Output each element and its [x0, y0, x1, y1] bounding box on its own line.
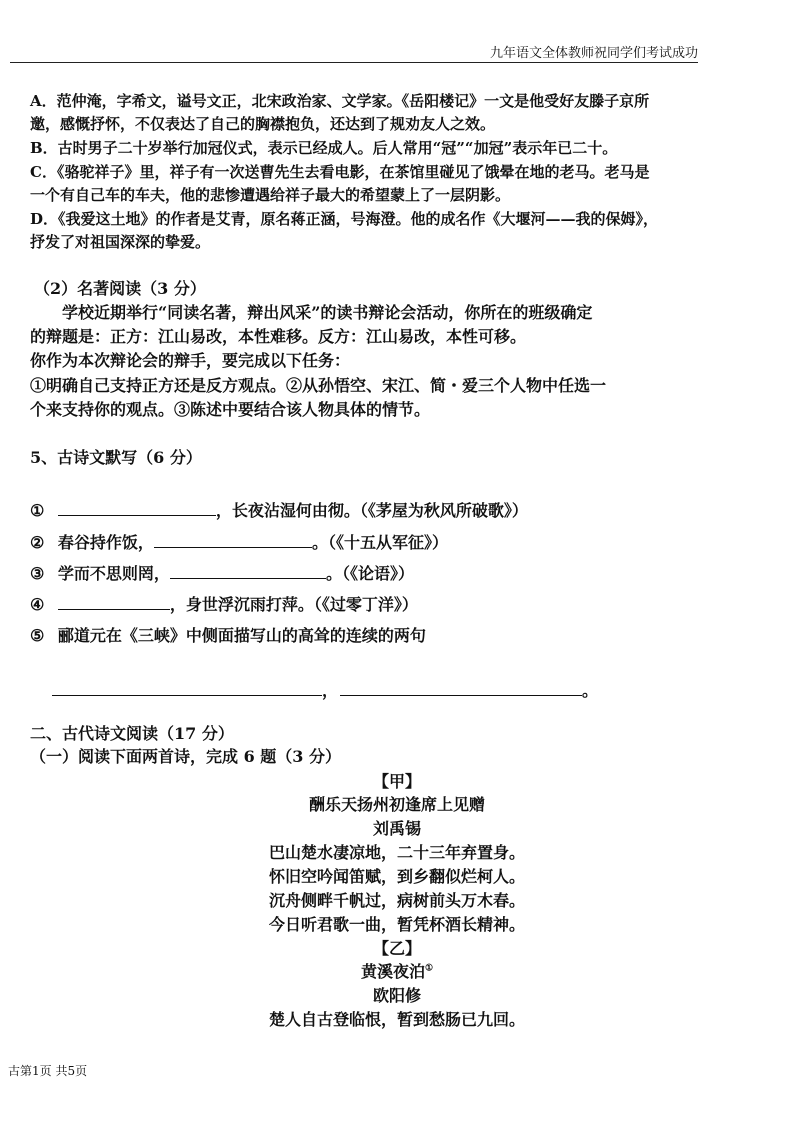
option-a-line-1: A．范仲淹，字希文，谥号文正，北宋政治家、文学家。《岳阳楼记》一文是他受好友滕子京所 [30, 92, 650, 110]
item-before: 春谷持作饭， [57, 533, 154, 552]
reading-line-4: ①明确自己支持正方还是反方观点。②从孙悟空、宋江、简・爱三个人物中任选一 [30, 376, 607, 395]
reading-title: （2）名著阅读（3 分） [34, 279, 206, 298]
period: 。 [582, 681, 599, 700]
reading-line-3: 你作为本次辩论会的辩手，要完成以下任务： [30, 351, 351, 370]
recite-item-3 [30, 561, 414, 584]
answer-blank-1[interactable] [58, 501, 216, 516]
reading-line-5: 个来支持你的观点。③陈述中要结合该人物具体的情节。 [30, 400, 431, 419]
item-after: ，长夜沾湿何由彻。（《茅屋为秋风所破歌》） [215, 501, 528, 520]
item-number: ⑤ [30, 626, 45, 645]
recite-item-4 [30, 592, 418, 615]
item-before: 学而不思则罔， [57, 564, 170, 583]
header-text: 九年语文全体教师祝同学们考试成功 [489, 46, 698, 61]
item-number: ② [30, 533, 45, 552]
item-after: 。（《论语》） [325, 564, 414, 583]
reading-line-2: 的辩题是：正方：江山易改，本性难移。反方：江山易改，本性可移。 [30, 327, 527, 346]
poem-a-line-1: 巴山楚水凄凉地，二十三年弃置身。 [268, 843, 525, 862]
poem-a-author: 刘禹锡 [372, 819, 421, 838]
answer-blank-5b[interactable] [340, 681, 582, 696]
comma: ， [322, 681, 339, 700]
poem-b-label: 【乙】 [372, 939, 421, 958]
page-header [10, 40, 698, 63]
option-a-line-2: 邀，感慨抒怀，不仅表达了自己的胸襟抱负，还达到了规劝友人之效。 [30, 115, 496, 133]
recite-item-2 [30, 530, 448, 553]
page-footer: 古第1页 共5页 [8, 1064, 88, 1078]
section2-subtitle: （一）阅读下面两首诗，完成 6 题（3 分） [30, 747, 341, 766]
section5-title: 5、古诗文默写（6 分） [30, 448, 202, 467]
poem-b-author: 欧阳修 [372, 986, 421, 1005]
item-after: ，身世浮沉雨打萍。（《过零丁洋》） [169, 595, 418, 614]
poem-a-line-4: 今日听君歌一曲，暂凭杯酒长精神。 [268, 915, 525, 934]
section2-title: 二、古代诗文阅读（17 分） [30, 724, 234, 743]
option-b-line-1: B．古时男子二十岁举行加冠仪式，表示已经成人。后人常用“冠”“加冠”表示年已二十。 [30, 139, 618, 157]
item-before: 郦道元在《三峡》中侧面描写山的高耸的连续的两句 [57, 626, 426, 645]
answer-blank-2[interactable] [154, 533, 312, 548]
answer-blank-4[interactable] [58, 595, 170, 610]
poem-b-line-1: 楚人自古登临恨，暂到愁肠已九回。 [268, 1010, 525, 1029]
answer-blank-3[interactable] [170, 564, 326, 579]
poem-a-label: 【甲】 [372, 772, 421, 791]
poem-b-title-wrap [0, 959, 794, 982]
option-d-line-2: 抒发了对祖国深深的挚爱。 [30, 233, 211, 251]
option-c-line-1: C．《骆驼祥子》里，祥子有一次送曹先生去看电影，在茶馆里碰见了饿晕在地的老马。老马是 [30, 163, 650, 181]
poem-a-title: 酬乐天扬州初逢席上见赠 [308, 795, 485, 814]
recite-item-1 [30, 498, 528, 521]
item-after: 。（《十五从军征》） [311, 533, 448, 552]
item-number: ④ [30, 595, 45, 614]
option-c-line-2: 一个有自己车的车夫，他的悲惨遭遇给祥子最大的希望蒙上了一层阴影。 [30, 186, 511, 204]
poem-b-title: 黄溪夜泊 [360, 962, 425, 981]
recite-item-5 [30, 623, 426, 646]
footnote-marker: ① [424, 963, 434, 974]
item-number: ③ [30, 564, 45, 583]
reading-line-1: 学校近期举行“同读名著，辩出风采”的读书辩论会活动，你所在的班级确定 [62, 303, 593, 322]
answer-blank-5a[interactable] [52, 681, 322, 696]
poem-a-line-3: 沉舟侧畔千帆过，病树前头万木春。 [268, 891, 525, 910]
poem-a-line-2: 怀旧空吟闻笛赋，到乡翻似烂柯人。 [268, 867, 525, 886]
option-d-line-1: D．《我爱这土地》的作者是艾青，原名蒋正涵，号海澄。他的成名作《大堰河——我的保姆》， [30, 210, 659, 228]
item-number: ① [30, 501, 45, 520]
recite-item-5-answers [52, 678, 598, 701]
